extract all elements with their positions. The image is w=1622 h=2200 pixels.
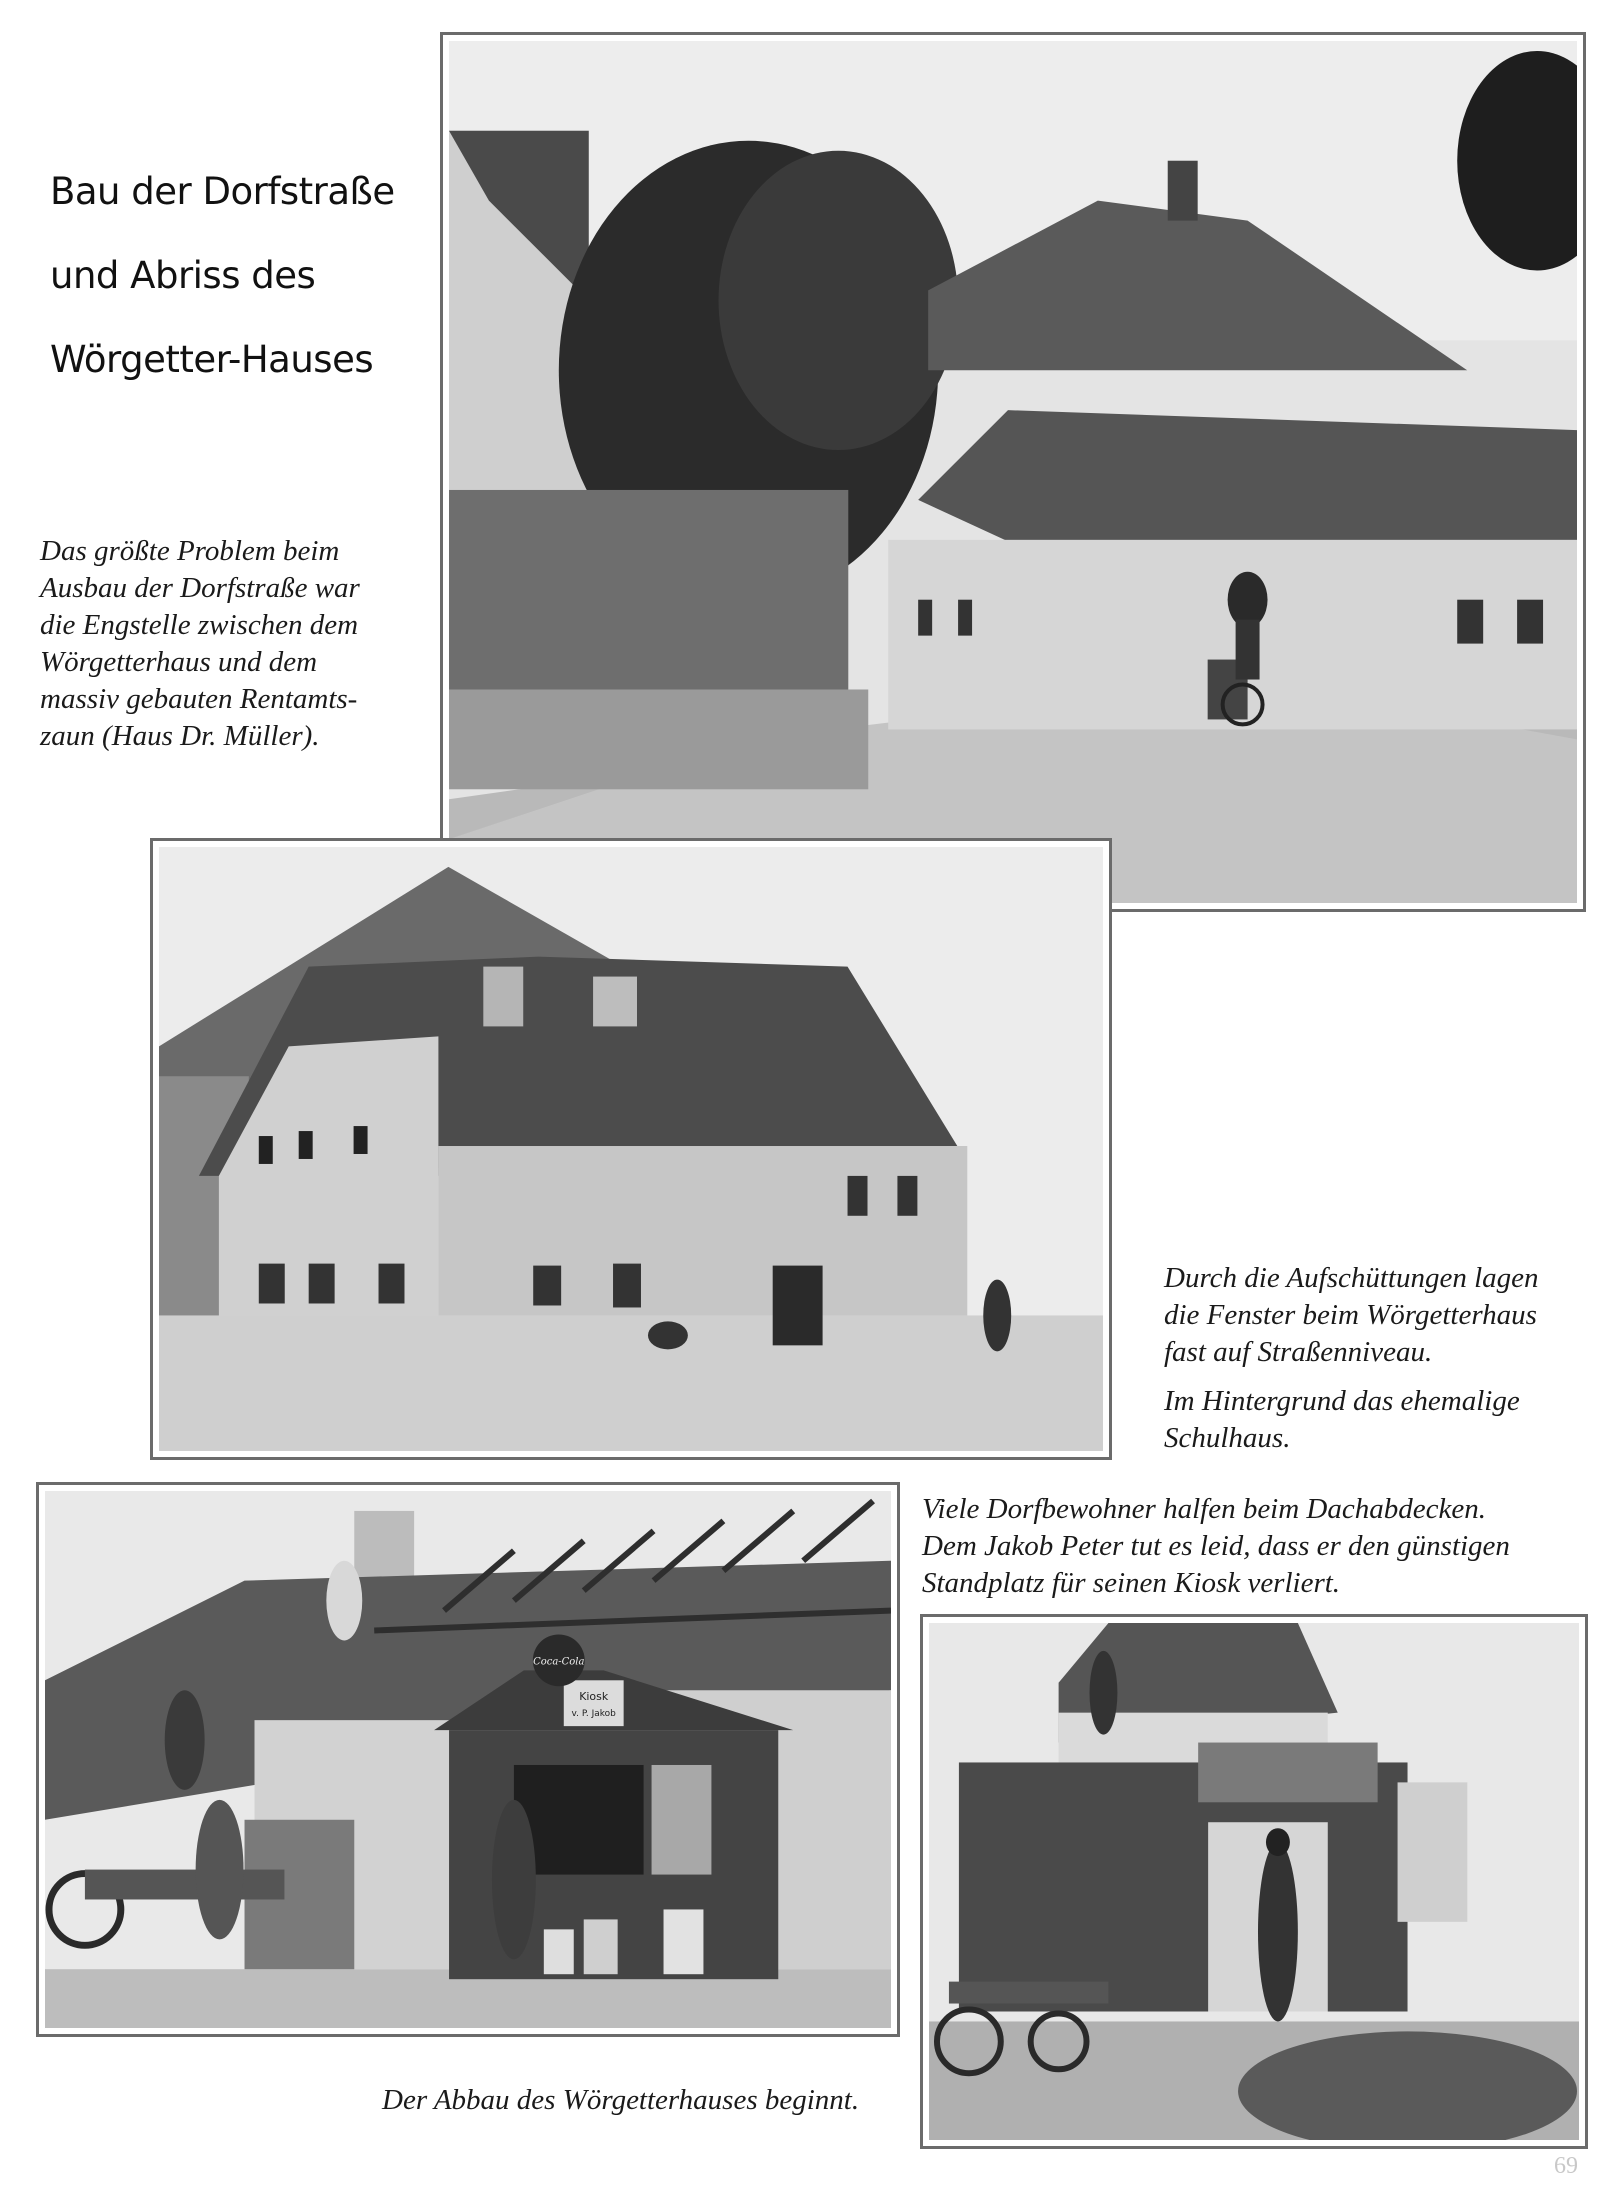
photo-roof bbox=[36, 1482, 900, 2037]
page-number: 69 bbox=[1554, 2153, 1578, 2179]
caption-line: zaun (Haus Dr. Müller). bbox=[40, 720, 320, 752]
caption-line: massiv gebauten Rentamts- bbox=[40, 683, 358, 715]
kiosk-board-line1: Kiosk bbox=[579, 1690, 609, 1704]
caption-line: fast auf Straßenniveau. bbox=[1164, 1336, 1433, 1368]
photo-house bbox=[150, 838, 1112, 1460]
photo-ruin bbox=[920, 1614, 1588, 2149]
photo-house-image bbox=[159, 847, 1103, 1451]
caption-line: die Engstelle zwischen dem bbox=[40, 609, 359, 641]
caption-line: Standplatz für seinen Kiosk verliert. bbox=[922, 1567, 1341, 1599]
photo-street bbox=[440, 32, 1586, 912]
caption-fill bbox=[1164, 1260, 1539, 1371]
caption-line: Durch die Aufschüttungen lagen bbox=[1164, 1262, 1539, 1294]
caption-roof bbox=[922, 1491, 1510, 1602]
photo-roof-image bbox=[45, 1491, 891, 2028]
photo-street-image bbox=[449, 41, 1577, 903]
caption-line: Ausbau der Dorfstraße war bbox=[40, 572, 360, 604]
title-line-1: Bau der Dorfstraße bbox=[50, 170, 395, 213]
kiosk-coca-cola-sign: Coca-Cola bbox=[533, 1656, 585, 1668]
caption-intro bbox=[40, 533, 360, 755]
caption-background bbox=[1164, 1383, 1520, 1457]
caption-line: Schulhaus. bbox=[1164, 1422, 1291, 1454]
page-title bbox=[50, 150, 430, 402]
title-line-3: Wörgetter-Hauses bbox=[50, 338, 374, 381]
caption-demolition: Der Abbau des Wörgetterhauses beginnt. bbox=[382, 2084, 860, 2116]
caption-line: Wörgetterhaus und dem bbox=[40, 646, 318, 678]
caption-line: Viele Dorfbewohner halfen beim Dachabdecken. bbox=[922, 1493, 1486, 1525]
kiosk-board-line2: v. P. Jakob bbox=[571, 1709, 616, 1720]
caption-line: Das größte Problem beim bbox=[40, 535, 340, 567]
title-line-2: und Abriss des bbox=[50, 254, 316, 297]
caption-line: Dem Jakob Peter tut es leid, dass er den günstigen bbox=[922, 1530, 1510, 1562]
caption-line: die Fenster beim Wörgetterhaus bbox=[1164, 1299, 1537, 1331]
photo-ruin-image bbox=[929, 1623, 1579, 2140]
caption-line: Im Hintergrund das ehemalige bbox=[1164, 1385, 1520, 1417]
